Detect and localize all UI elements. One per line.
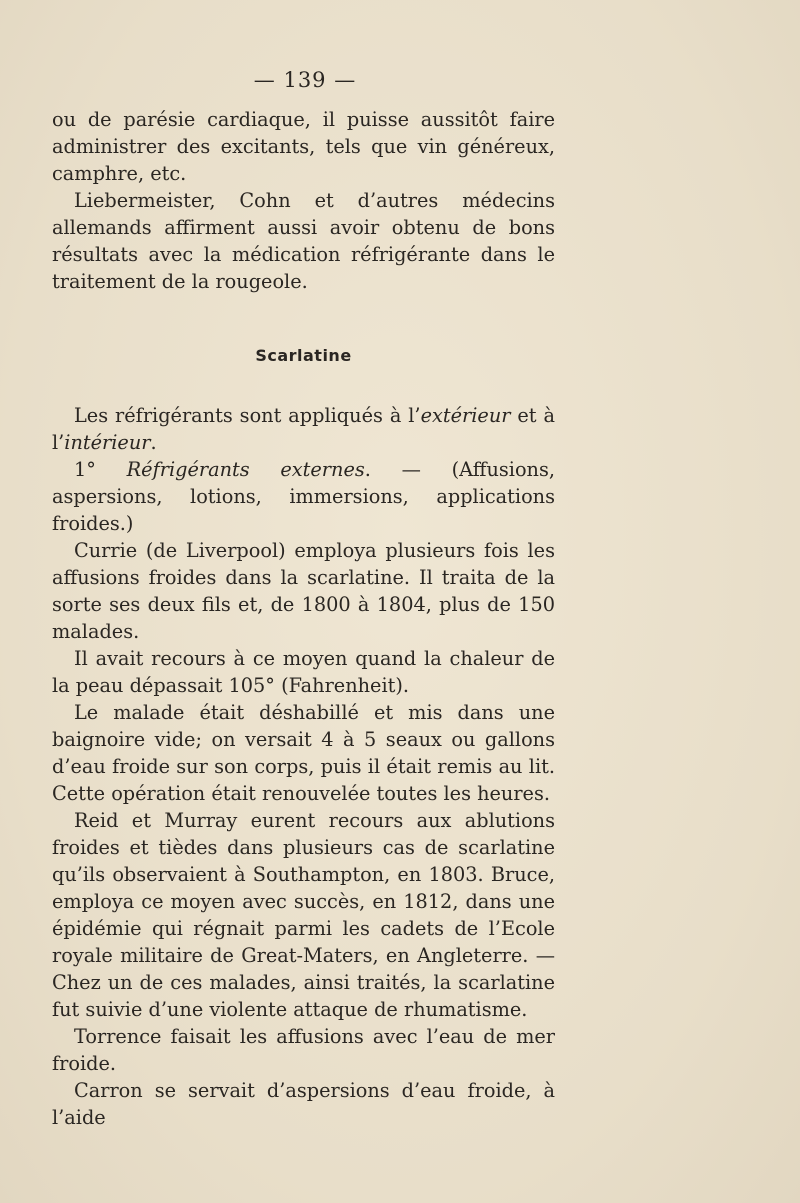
paragraph-text: . — (Affusions, aspersions, lotions, immersions, applications froides.) [52,458,555,535]
paragraph: Il avait recours à ce moyen quand la chaleur de la peau dépassait 105° (Fahrenheit). [52,647,555,697]
paragraph: Liebermeister, Cohn et d’autres médecins allemands affirment aussi avoir obtenu de bons résultats avec la médication réfrigérante dans le traitement de la rougeole. [52,189,555,293]
paragraph-text: 1° [74,458,127,481]
paragraph: Torrence faisait les affusions avec l’eau de mer froide. [52,1025,555,1075]
paragraph-text: et à l’ [52,404,556,454]
paragraph: Le malade était déshabillé et mis dans une baignoire vide; on versait 4 à 5 seaux ou gallons d’eau froide sur son corps, puis il était remis au lit. Cette opération était renouvelée toutes les heures. [52,701,555,805]
paragraph: ou de parésie cardiaque, il puisse aussitôt faire administrer des excitants, tels que vin généreux, camphre, etc. [52,108,555,185]
paragraph [52,402,555,456]
page-number: — 139 — [253,68,357,92]
paragraph-text: . [150,431,157,454]
italic-term: Réfrigérants externes [126,458,365,481]
paragraph: Currie (de Liverpool) employa plusieurs fois les affusions froides dans la scarlatine. Il traita de la sorte ses deux fils et, de 1800 à 1804, plus de 150 malades. [52,539,555,643]
italic-term: extérieur [420,404,511,427]
paragraph: Carron se servait d’aspersions d’eau froide, à l’aide [52,1079,555,1129]
body-text [52,106,555,1131]
paragraph: Reid et Murray eurent recours aux ablutions froides et tièdes dans plusieurs cas de scarlatine qu’ils observaient à Southampton, en 1803. Bruce, employa ce moyen avec succès, en 1812, dans une épidémie qui régnait parmi les cadets de l’Ecole royale militaire de Great-Maters, en Angleterre. — Chez un de ces malades, ainsi traités, la scarlatine fut suivie d’une violente attaque de rhumatisme. [52,809,555,1021]
paragraph-text: Les réfrigérants sont appliqués à l’ [74,404,421,427]
italic-term: intérieur [64,431,151,454]
paragraph [52,456,555,537]
section-heading: Scarlatine [255,346,352,365]
